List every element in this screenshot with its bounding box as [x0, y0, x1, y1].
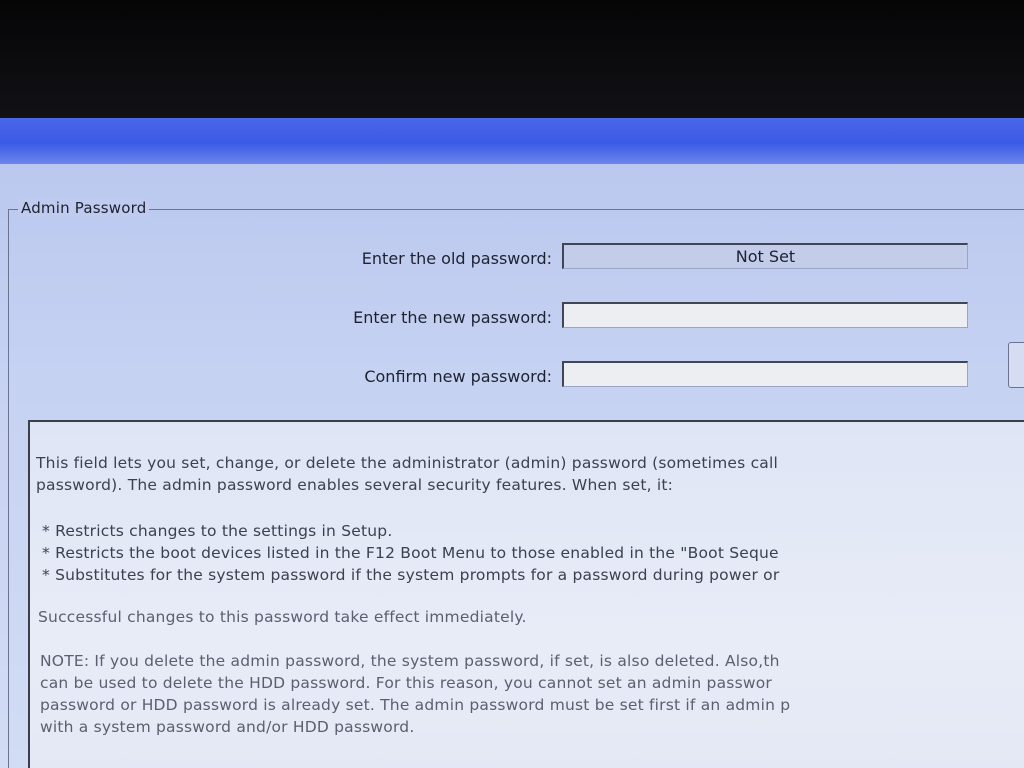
help-note-line-3: password or HDD password is already set. The admin password must be set first if an admin p	[40, 696, 791, 714]
help-bullet: * Restricts changes to the settings in Setup.	[42, 522, 393, 540]
new-password-row	[0, 302, 1024, 332]
help-bullet: * Restricts the boot devices listed in the F12 Boot Menu to those enabled in the "Boot Seque	[42, 544, 779, 562]
new-password-label: Enter the new password:	[353, 308, 552, 327]
help-bullet: * Substitutes for the system password if the system prompts for a password during power or	[42, 566, 780, 584]
confirm-password-input[interactable]	[562, 361, 968, 387]
confirm-password-row	[0, 361, 1024, 391]
help-note-line-1: NOTE: If you delete the admin password, the system password, if set, is also deleted. Also,th	[40, 652, 780, 670]
help-note-line-2: can be used to delete the HDD password. For this reason, you cannot set an admin passwor	[40, 674, 772, 692]
help-note-line-4: with a system password and/or HDD password.	[40, 718, 415, 736]
side-button[interactable]	[1008, 342, 1024, 388]
title-bar	[0, 118, 1024, 164]
help-effect-text: Successful changes to this password take effect immediately.	[38, 608, 527, 626]
confirm-password-label: Confirm new password:	[364, 367, 552, 386]
new-password-input[interactable]	[562, 302, 968, 328]
old-password-label: Enter the old password:	[361, 249, 552, 268]
help-intro-line-2: password). The admin password enables several security features. When set, it:	[36, 476, 674, 494]
bios-setup-screen	[0, 118, 1024, 768]
monitor-bezel	[0, 0, 1024, 122]
help-intro-line-1: This field lets you set, change, or delete the administrator (admin) password (sometimes call	[36, 454, 778, 472]
group-title: Admin Password	[18, 199, 149, 217]
old-password-field[interactable]: Not Set	[562, 243, 968, 269]
help-text-box[interactable]	[28, 420, 1024, 768]
old-password-row	[0, 243, 1024, 273]
